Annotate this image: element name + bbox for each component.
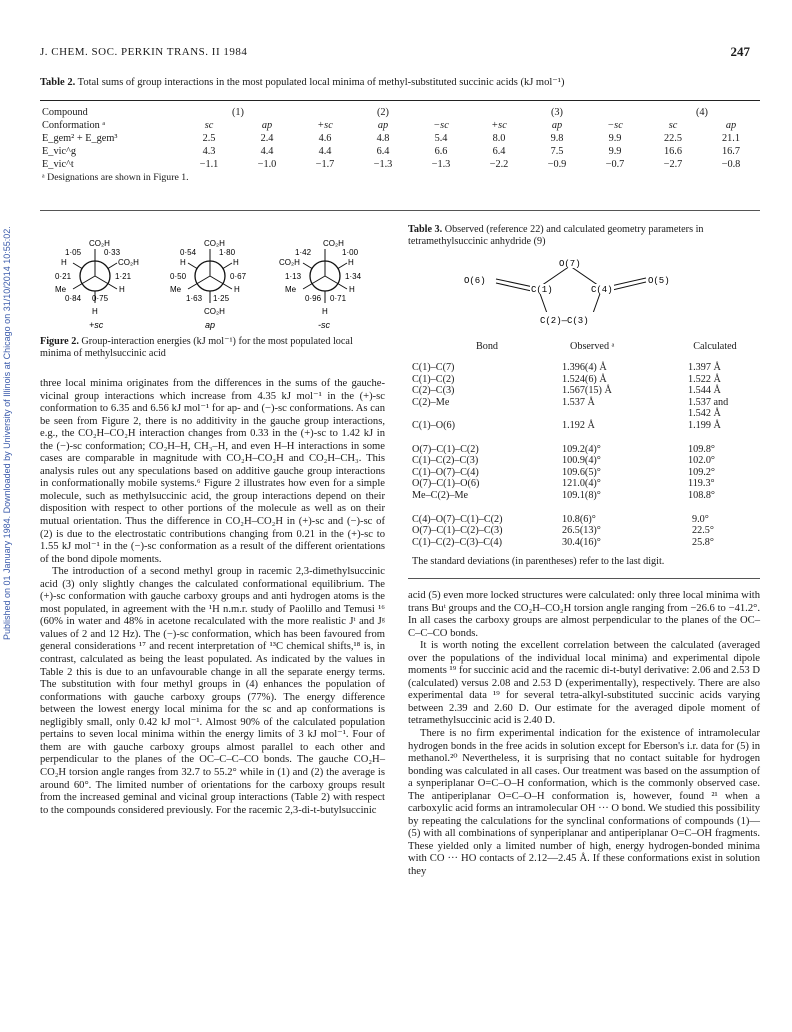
svg-text:0·96: 0·96 [305,294,322,303]
svg-text:H: H [234,285,240,294]
svg-text:H: H [180,258,186,267]
table3-caption: Table 3. Observed (reference 22) and calculated geometry parameters in tetramethylsuccinic anhydride (9) [408,224,704,247]
svg-text:0·21: 0·21 [55,272,72,281]
svg-text:Me: Me [285,285,297,294]
svg-text:H: H [92,307,98,316]
svg-text:H: H [61,258,67,267]
svg-text:C(1): C(1) [531,285,553,295]
table2-bottom-rule [40,210,760,211]
svg-text:CO₂H: CO₂H [118,258,139,267]
table2-row: E_vic^t −1.1 −1.0 −1.7 −1.3 −1.3 −2.2 −0.9 −0.7 −2.7 −0.8 [42,159,741,170]
svg-text:1·13: 1·13 [285,272,302,281]
svg-text:H: H [348,258,354,267]
svg-text:C(2)—C(3): C(2)—C(3) [540,316,589,326]
svg-text:CO₂H: CO₂H [323,239,344,248]
newman-plus-sc [55,239,139,330]
figure2-newman-projections [40,226,385,331]
svg-text:CO₂H: CO₂H [279,258,300,267]
table3-row: O(7)–C(1)–C(2)–C(3) 26.5(13)° 22.5° [412,525,714,537]
svg-text:1·25: 1·25 [213,294,230,303]
table2-row: E_vic^g 4.3 4.4 4.4 6.4 6.6 6.4 7.5 9.9 16.6 16.7 [42,146,741,157]
svg-text:1·21: 1·21 [115,272,132,281]
svg-text:1·80: 1·80 [219,248,236,257]
svg-text:H: H [119,285,125,294]
table3-row: C(1)–O(6) 1.192 Å 1.199 Å [412,419,721,431]
anhydride-structure [420,254,740,334]
download-watermark: Published on 01 January 1984. Downloaded by University of Illinois at Chicago on 31/10/2014 10:55:02. [2,226,12,640]
table2-conformation-row: Conformation ᵃ sc ap +sc ap −sc +sc ap −sc sc ap [42,120,737,131]
svg-text:Me: Me [170,285,182,294]
svg-text:CO₂H: CO₂H [204,239,225,248]
table3-row: C(1)–O(7)–C(4) 109.6(5)° 109.2° [412,466,715,478]
svg-text:H: H [233,258,239,267]
svg-text:H: H [349,285,355,294]
journal-header: J. CHEM. SOC. PERKIN TRANS. II 1984 [40,46,248,58]
table2 [40,106,760,184]
svg-text:1·34: 1·34 [345,272,362,281]
table3-header-row: Bond Observed ᵃ Calculated [475,341,737,352]
table3-footnote: The standard deviations (in parentheses) refer to the last digit. [412,556,665,567]
svg-text:Me: Me [55,285,67,294]
svg-text:1·00: 1·00 [342,248,359,257]
svg-text:O(6): O(6) [464,276,486,286]
svg-text:0·75: 0·75 [92,294,109,303]
table3-row: O(7)–C(1)–C(2) 109.2(4)° 109.8° [412,443,715,455]
table3-row: C(1)–C(2)–C(3) 100.9(4)° 102.0° [412,455,715,467]
svg-text:0·71: 0·71 [330,294,347,303]
svg-text:0·67: 0·67 [230,272,247,281]
svg-text:-sc: -sc [318,320,330,330]
svg-text:1·05: 1·05 [65,248,82,257]
svg-text:C(4): C(4) [591,285,613,295]
svg-text:O(5): O(5) [648,276,670,286]
table2-row: E_gem² + E_gem³ 2.5 2.4 4.6 4.8 5.4 8.0 9.8 9.9 22.5 21.1 [42,133,741,144]
newman-minus-sc [279,239,362,330]
svg-text:O(7): O(7) [559,259,581,269]
table3-row: C(2)–Me 1.537 Å 1.537 and [412,396,729,408]
table2-top-rule [40,100,760,101]
table2-compound-row: Compound (1) (2) (3) (4) [42,107,708,118]
newman-ap [170,239,247,330]
svg-text:0·54: 0·54 [180,248,197,257]
table3-row: C(1)–C(2)–C(3)–C(4) 30.4(16)° 25.8° [412,536,714,548]
svg-text:CO₂H: CO₂H [89,239,110,248]
table3-row: C(1)–C(2) 1.524(6) Å 1.522 Å [412,373,721,385]
svg-text:0·50: 0·50 [170,272,187,281]
table3-row: Me–C(2)–Me 109.1(8)° 108.8° [412,489,715,501]
table3-row: C(4)–O(7)–C(1)–C(2) 10.8(6)° 9.0° [412,513,709,525]
left-column-text: three local minima originates from the differences in the sums of the gauche-vicinal group interactions which increase from 4.35 kJ mol⁻¹ in the (+)-sc conformation to 6.35 and 6.56 kJ mol⁻¹ for ap- and (−)-sc conformations. As can be seen from Figure 2, there is no additivity in the gauche group interactions, e.g., the CO₂H–CO₂H interaction changes from 0.33 in the (+)-sc to 1.42 kJ in the (−)-sc conformation; CO₂H–H, CH₃–H, and even H–H interactions in some cases are comparable in magnitude with CO₂H–CO₂H and CO₂H–CH₃. This analysis rules out any speculations based on additive gauche group interactions in conformationally mobile systems.⁶ Figure 2 illustrates how even for a simple molecule, such as methylsuccinic acid, the group interactions depend on their disposition with respect to other portions of the molecule as well as on their mutual orientation. Thus the difference in CO₂H–CO₂H in (+)-sc and (−)-sc of (2) is due to the electrostatic contributions changing from 0.21 in the (+)-sc to 1.55 kJ mol⁻¹ in the (−)-sc conformation as a result of the different orientations of the bond dipole moments. The introduction of a second methyl group in racemic 2,3-dimethylsuccinic acid (3) only slightly changes the calculated conformational equilibrium. The (+)-sc conformation with gauche carboxy groups and anti hydrogen atoms is the most populated, in agreement with the ¹H n.m.r. study of Paolillo and Temusi ¹⁶ (60% in water and 48% in acetone recalculated with the more realistic Jᵗ and Jᵍ values of 2 and 12 Hz). The (−)-sc conformation, which has been favoured from general considerations ¹⁷ and recent interpretation of ¹³C chemical shifts,¹⁸ is, in contrast, calculated as being the least populated. As indicated by the values in Table 2 this is due to an unfavourable change in all the separate energy terms. The substitution with four methyl groups in (4) enhances the population of conformations with gauche carboxy groups (77%). The energy difference between the lowest energy local minima for the sc and ap conformations is negligibly small, only 0.42 kJ mol⁻¹. Almost 90% of the calculated population pertains to seven local minima within the energy limits of 3 kJ mol⁻¹. Four of them are with gauche carboxy groups almost parallel to each other and perpendicular to the planes of the OC–C–C–CO bonds. The gauche CO₂H–CO₂H torsion angle ranges from 32.7 to 55.2° while in (1) and (2) the average is around 60°. The limited number of orientations for the carboxy groups result from the increased geminal and vicinal group interactions (Table 2) with respect to the compounds considered previously. For the racemic 2,3-di-t-butylsuccinic [40,378,385,816]
page-number: 247 [730,44,750,59]
right-column-text: acid (5) even more locked structures were calculated: only three local minima with trans Buᵗ groups and the CO₂H–CO₂H torsion angle ranging from −26.6 to −41.2°. In all cases the carboxy groups are almost perpendicular to the planes of the OC–C–C–CO bonds. It is worth noting the excellent correlation between the calculated (averaged over the populations of the individual local minima) and experimental dipole moments ¹⁹ for succinic acid and the racemic di-t-butyl derivative: 2.06 and 2.53 D (calculated) versus 2.08 and 2.53 D (experimentally), respectively. There are also experimental data ¹⁹ for several tetra-alkyl-substituted succinic acids varying between 2.39 and 2.60 D. Our estimate for the averaged dipole moment of tetramethylsuccinic acid is 2.40 D. There is no firm experimental indication for the existence of intramolecular hydrogen bonds in the free acids in solution except for Eberson's i.r. data for (5) in methanol.²⁰ Nevertheless, it is surprising that no contact suitable for hydrogen bonding was calculated in all cases. Our treatment was based on the assumption of a synperiplanar O=C–O–H conformation, which is the commonly observed case. The antiperiplanar O=C–O–H conformation is, however, found ²¹ when a carboxylic acid forms an intramolecular OH ··· O bond. We studied this possibility by repeating the calculations for the synclinal conformations of compounds (1)—(5) with all combinations of synperiplanar and antiperiplanar O=C–OH fragments. These yielded only a limited number of high, energy hydrogen-bonded minima with CO ··· HO contacts of 2.12—2.45 Å. If these conformations exist in solution they [408,590,760,878]
table3-row: C(1)–C(7) 1.396(4) Å 1.397 Å [412,362,721,373]
table3-bottom-rule [408,578,760,579]
figure2-caption: Figure 2. Group-interaction energies (kJ mol⁻¹) for the most populated local minima of methylsuccinic acid [40,336,353,359]
svg-text:0·84: 0·84 [65,294,82,303]
svg-text:H: H [322,307,328,316]
table3-row: O(7)–C(1)–O(6) 121.0(4)° 119.3° [412,478,715,490]
table3-row: 1.542 Å [688,408,721,420]
table3 [412,341,758,548]
svg-text:+sc: +sc [89,320,104,330]
table2-caption: Table 2. Total sums of group interactions in the most populated local minima of methyl-substituted succinic acids (kJ mol⁻¹) [40,77,565,88]
svg-text:CO₂H: CO₂H [204,307,225,316]
svg-text:1·42: 1·42 [295,248,312,257]
table3-row: C(2)–C(3) 1.567(15) Å 1.544 Å [412,385,721,397]
table2-footnote-row: ᵃ Designations are shown in Figure 1. [42,172,189,183]
svg-text:1·63: 1·63 [186,294,203,303]
svg-text:ap: ap [205,320,216,330]
svg-text:0·33: 0·33 [104,248,121,257]
